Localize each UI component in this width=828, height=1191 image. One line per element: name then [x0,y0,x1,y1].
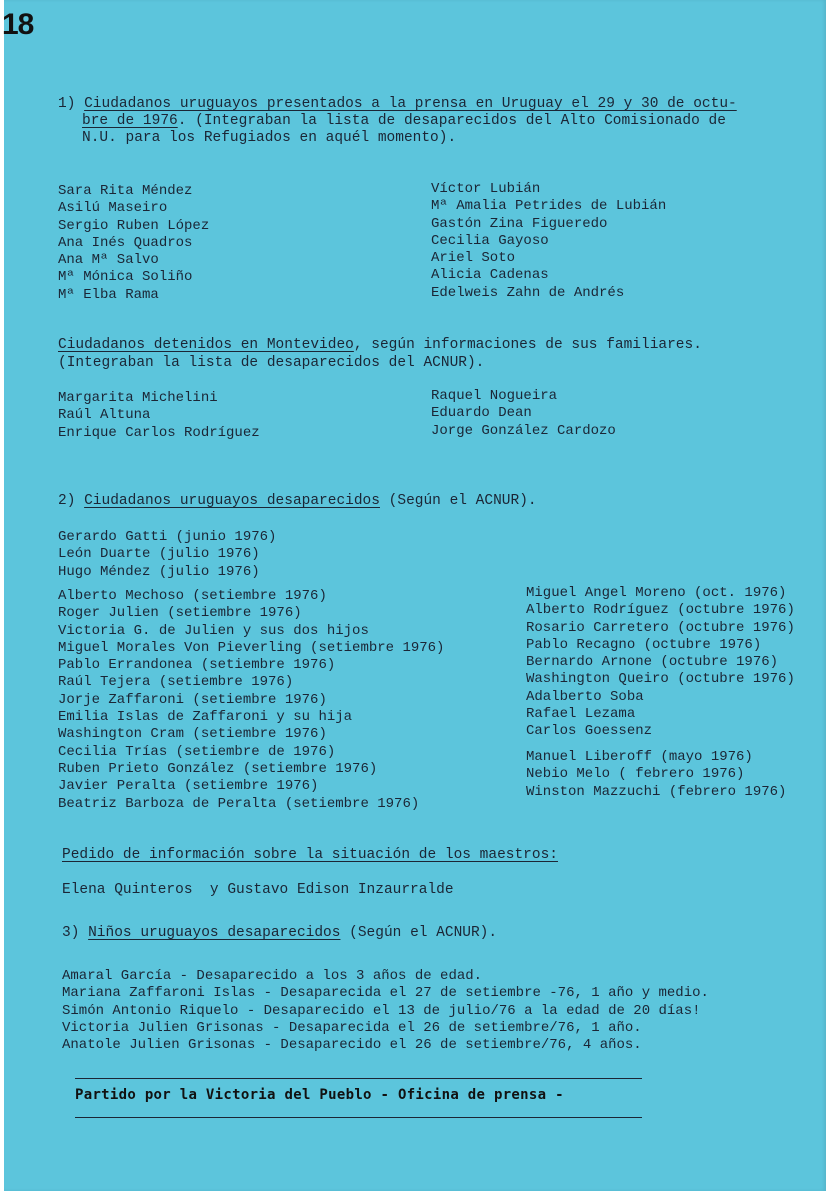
list-item: Simón Antonio Riquelo - Desaparecido el 13 de julio/76 a la edad de 20 días! [62,1002,701,1019]
footer-text: Partido por la Victoria del Pueblo - Oficina de prensa - [75,1087,564,1103]
list-item: Margarita Michelini [58,390,218,406]
list-item: Miguel Angel Moreno (oct. 1976) [526,585,787,601]
list-item: Victoria G. de Julien y sus dos hijos [58,622,369,639]
teachers-names: Elena Quinteros y Gustavo Edison Inzaurralde [62,882,454,898]
section2-prefix: 2) [58,493,85,509]
list-item: Sara Rita Méndez [58,183,193,199]
montevideo-left-list [58,390,260,442]
list-item: Jorje Zaffaroni (setiembre 1976) [58,691,327,708]
footer-bottom-rule [75,1117,642,1118]
list-item: Hugo Méndez (julio 1976) [58,563,260,580]
list-item: Roger Julien (setiembre 1976) [58,605,302,622]
section2-heading-rest: (Según el ACNUR). [379,493,537,509]
section1-heading-part1: Ciudadanos uruguayos presentados a la prensa en Uruguay el 29 y 30 de octu- [84,96,737,112]
list-item: Jorge González Cardozo [431,422,616,439]
section1-line1 [58,96,737,113]
list-item: Amaral García - Desaparecido a los 3 años de edad. [62,968,483,984]
list-item: Sergio Ruben López [58,217,210,234]
list-item: Adalberto Soba [526,688,644,705]
list-item: Miguel Morales Von Pieverling (setiembre 1976) [58,639,445,656]
list-item: Rosario Carretero (octubre 1976) [526,619,795,636]
montevideo-note: (Integraban la lista de desaparecidos del ACNUR). [58,355,485,371]
montevideo-heading [58,337,702,354]
list-item: León Duarte (julio 1976) [58,546,260,563]
list-item: Washington Queiro (octubre 1976) [526,671,795,688]
section2-left-list [58,588,444,813]
section3-list [62,968,709,1054]
section1-line2 [82,113,726,130]
section1-prefix: 1) [58,96,85,112]
list-item: Bernardo Arnone (octubre 1976) [526,654,779,671]
list-item: Cecilia Trías (setiembre de 1976) [58,743,336,760]
section1-heading-part2: bre de 1976 [82,113,178,129]
list-item: Edelweis Zahn de Andrés [431,284,625,301]
section3-prefix: 3) [62,925,89,941]
section2-top-list [58,529,276,581]
list-item: Ruben Prieto González (setiembre 1976) [58,760,378,777]
section2-right-list-2 [526,749,786,801]
section2-right-list [526,585,795,741]
section1-left-list [58,183,209,304]
section3-heading [62,925,497,942]
list-item: Mª Elba Rama [58,286,159,303]
list-item: Pablo Recagno (octubre 1976) [526,636,762,653]
montevideo-right-list [431,388,616,440]
section2-heading-underlined: Ciudadanos uruguayos desaparecidos [84,493,380,509]
section1-right-list [431,181,666,302]
list-item: Gastón Zina Figueredo [431,215,608,232]
section1-note: . (Integraban la lista de desaparecidos del Alto Comisionado de [177,113,726,129]
list-item: Mª Amalia Petrides de Lubián [431,198,667,215]
list-item: Cecilia Gayoso [431,232,549,249]
list-item: Ana Inés Quadros [58,234,193,251]
list-item: Raquel Nogueira [431,388,558,404]
list-item: Beatriz Barboza de Peralta (setiembre 1976) [58,795,420,812]
list-item: Pablo Errandonea (setiembre 1976) [58,657,336,674]
list-item: Enrique Carlos Rodríguez [58,424,260,441]
list-item: Raúl Altuna [58,407,151,424]
list-item: Mariana Zaffaroni Islas - Desaparecida el 27 de setiembre -76, 1 año y medio. [62,985,709,1002]
montevideo-heading-rest: , según informaciones de sus familiares. [353,337,702,353]
list-item: Ariel Soto [431,250,516,267]
list-item: Asilú Maseiro [58,200,168,217]
list-item: Rafael Lezama [526,706,636,723]
list-item: Washington Cram (setiembre 1976) [58,726,327,743]
montevideo-heading-underlined: Ciudadanos detenidos en Montevideo [58,337,354,353]
list-item: Javier Peralta (setiembre 1976) [58,778,319,795]
section1-line3: N.U. para los Refugiados en aquél momento). [82,130,457,146]
page-number: 18 [2,8,34,41]
list-item: Eduardo Dean [431,405,532,422]
list-item: Carlos Goessenz [526,723,653,740]
list-item: Anatole Julien Grisonas - Desaparecido el 26 de setiembre/76, 4 años. [62,1037,642,1054]
section2-heading [58,493,537,510]
teachers-heading: Pedido de información sobre la situación de los maestros: [62,847,558,863]
list-item: Emilia Islas de Zaffaroni y su hija [58,709,353,726]
list-item: Alberto Mechoso (setiembre 1976) [58,588,327,604]
list-item: Nebio Melo ( febrero 1976) [526,766,745,783]
list-item: Alicia Cadenas [431,267,549,284]
list-item: Manuel Liberoff (mayo 1976) [526,749,753,765]
list-item: Raúl Tejera (setiembre 1976) [58,674,294,691]
list-item: Victoria Julien Grisonas - Desaparecida el 26 de setiembre/76, 1 año. [62,1019,642,1036]
list-item: Winston Mazzuchi (febrero 1976) [526,783,787,800]
section3-heading-rest: (Según el ACNUR). [340,925,498,941]
list-item: Víctor Lubián [431,181,541,197]
list-item: Mª Mónica Soliño [58,269,193,286]
footer-top-rule [75,1078,642,1079]
section3-heading-underlined: Niños uruguayos desaparecidos [88,925,341,941]
list-item: Ana Mª Salvo [58,252,159,269]
list-item: Gerardo Gatti (junio 1976) [58,529,277,545]
list-item: Alberto Rodríguez (octubre 1976) [526,602,795,619]
